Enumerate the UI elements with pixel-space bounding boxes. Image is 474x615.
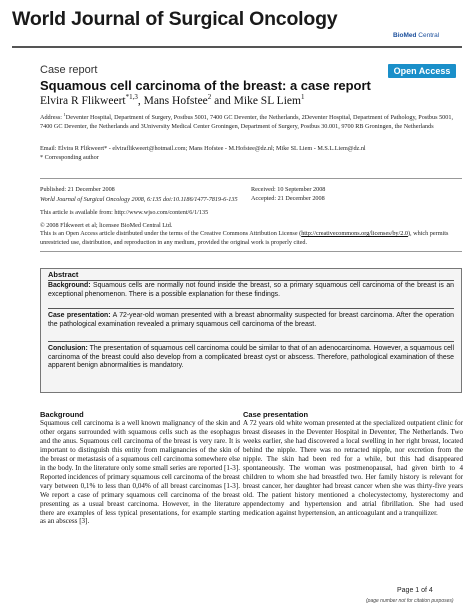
page-number-note: (page number not for citation purposes) <box>366 598 454 604</box>
author-emails: Email: Elvira R Flikweert* - elviraflikweert@hotmail.com; Mans Hofstee - M.Hofstee@dz.nl; Mike SL Liem - M.S.L.Liem@dz.nl <box>40 145 366 152</box>
corresponding-author-note: * Corresponding author <box>40 154 99 161</box>
author-name: Mike SL Liem <box>233 94 301 107</box>
abstract-case <box>48 312 454 329</box>
journal-title: World Journal of Surgical Oncology <box>12 8 338 30</box>
license-text <box>40 230 462 248</box>
author-list <box>40 93 304 107</box>
abstract-background <box>48 282 454 299</box>
author-affiliation-mark: 2 <box>207 93 212 101</box>
article-type: Case report <box>40 64 98 76</box>
abstract-rule <box>48 308 454 309</box>
citation-line: World Journal of Surgical Oncology 2008, 6:135 doi:10.1186/1477-7819-6-135 <box>40 196 238 203</box>
case-presentation-text: A 72 years old white woman presented at the specialized outpatient clinic for breast diseases in the Deventer Hospital in Deventer, The Netherlands. Two weeks earlier, she had discovered a local swelling in her right breast, located behind the nipple. There was no retracted nipple, nor excretion from the nipple. The skin had been red for a while, but this had disappeared spontaneously. The woman was postmenopausal, had given birth to 4 children to whom she had breastfed two. Her family history is relevant for breast cancer, her daughter had breast cancer when she was thirty-five years old. The patient history mentioned a cholecystectomy, hysterectomy and appendectomy and hypertension and atrial fibrillation. She had used medication against hypertension, an anticoagulant and a tranquilizer. <box>243 419 463 517</box>
affiliations: Address: $^1$Deventer Hospital, Department of Surgery, Postbus 5001, 7400 GC Deventer, the Netherlands, 2Deventer Hospital, Department of Pathology, Postbus 5001, 7400 GC Deventer, the Netherlands and 3University Medical Center Groningen, Department of Surgery, Postbus 30.001, 9700 RB Groningen, the Netherlands <box>40 112 453 130</box>
affiliations-text: Deventer Hospital, Department of Surgery, Postbus 5001, 7400 GC Deventer, the Netherlands, 2Deventer Hospital, Department of Pathology, Postbus 5001, 7400 GC Deventer, the Netherlands and 3University Medical Center Groningen, Department of Surgery, Postbus 30.001, 9700 RB Groningen, the Netherlands <box>40 114 453 130</box>
abstract-heading: Abstract <box>48 270 79 279</box>
section-divider <box>40 251 462 252</box>
author-separator: , <box>137 94 144 107</box>
license-link[interactable]: http://creativecommons.org/licenses/by/2.0 <box>301 230 408 237</box>
background-heading: Background <box>40 410 84 419</box>
abstract-conclusion <box>48 345 454 371</box>
abstract-rule <box>48 341 454 342</box>
author-affiliation-mark: *1,3 <box>125 93 138 101</box>
publisher-logo-rest: Central <box>416 32 440 39</box>
abstract-background-label: Background: <box>48 282 91 289</box>
abstract-rule <box>48 280 454 281</box>
author-separator: and <box>211 94 234 107</box>
page-number: Page 1 of 4 <box>397 587 433 594</box>
received-date: Received: 10 September 2008 <box>251 186 326 193</box>
background-text: Squamous cell carcinoma is a well known malignancy of the skin and other organs surrounded with squamous cells such as the esophagus and the anus. Squamous cell carcinoma of the breast is very rare. It is important to distinguish this entity from malignancies of the skin of the breast or metastasis of a squamous cell carcinoma somewhere else in the body. In the literature only some small series are reported [1-3]. Reported incidences of primary squamous cell carcinoma of the breast vary between 0,1% to less than 0,04% of all breast carcinomas [1-3]. We report a case of primary squamous cell carcinoma of the breast presenting as a usual breast carcinoma. However, in the literature there are examples of less typical presentations, for example starting as an abscess [3]. <box>40 419 240 526</box>
license-post: ), which permits unrestricted use, distribution, and reproduction in any medium, provided the original work is properly cited. <box>40 230 449 246</box>
abstract-case-label: Case presentation: <box>48 312 111 319</box>
author-affiliation-mark: 1 <box>300 93 305 101</box>
open-access-badge: Open Access <box>388 64 456 78</box>
license-pre: This is an Open Access article distributed under the terms of the Creative Commons Attribution License ( <box>40 230 302 237</box>
article-title: Squamous cell carcinoma of the breast: a case report <box>40 78 371 93</box>
section-divider <box>40 178 462 179</box>
author-name: Elvira R Flikweert <box>40 94 126 107</box>
abstract-conclusion-text: The presentation of squamous cell carcinoma could be similar to that of an adenocarcinoma. However, a squamous cell carcinoma of the breast could also develop from a complicated breast cyst or abscess. Therefore, pathological examination of these apparent benign abnormalities is mandatory. <box>48 345 454 370</box>
abstract-case-text: A 72-year-old woman presented with a breast abnormality suspected for breast carcinoma. After the operation the pathological examination revealed a primary squamous cell carcinoma of the breast. <box>48 312 454 328</box>
accepted-date: Accepted: 21 December 2008 <box>251 195 325 202</box>
header-rule <box>12 46 462 48</box>
copyright: © 2008 Flikweert et al; licensee BioMed Central Ltd. <box>40 222 173 229</box>
abstract-conclusion-label: Conclusion: <box>48 345 88 352</box>
author-name: Mans Hofstee <box>143 94 208 107</box>
article-url[interactable]: This article is available from: http://www.wjso.com/content/6/1/135 <box>40 209 209 216</box>
published-date: Published: 21 December 2008 <box>40 186 115 193</box>
affiliations-label: Address: <box>40 114 64 122</box>
abstract-background-text: Squamous cells are normally not found inside the breast, so a primary squamous cell carcinoma of the breast is an exceptional phenomenon. There is a possible explanation for these findings. <box>48 282 454 298</box>
publisher-logo-bold: BioMed <box>393 32 417 39</box>
publisher-logo <box>393 32 439 39</box>
case-presentation-heading: Case presentation <box>243 410 309 419</box>
